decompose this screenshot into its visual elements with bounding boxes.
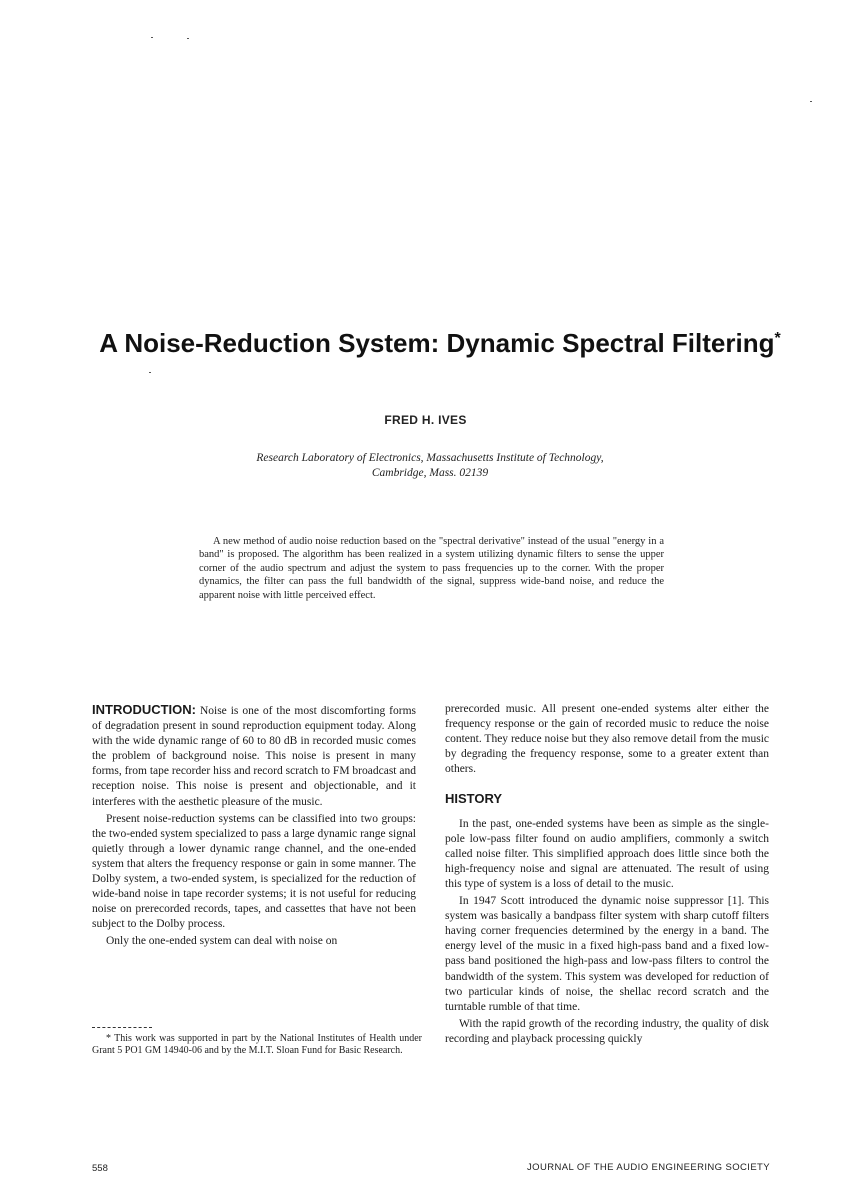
classification-paragraph: Present noise-reduction systems can be classified into two groups: the two-ended system specialized to pass a large dynamic range signal quietly through a lower dynamic range channel, and the one-ended system that alters the frequency response or gain in some manner. The Dolby system, a two-ended system, is specialized for the reduction of wide-band noise in tape recorder systems; it is not useful for reducing noise on prerecorded records, tapes, and cassettes that have not been subject to the Dolby process. — [92, 812, 416, 931]
affiliation — [120, 451, 740, 481]
scan-speck — [151, 37, 153, 38]
history-paragraph-3: With the rapid growth of the recording industry, the quality of disk recording and playback processing quickly — [445, 1017, 769, 1045]
footnote — [92, 1033, 422, 1056]
affiliation-line-2: Cambridge, Mass. 02139 — [371, 467, 489, 479]
left-column — [92, 702, 416, 950]
journal-name: JOURNAL OF THE AUDIO ENGINEERING SOCIETY — [527, 1162, 770, 1173]
abstract: A new method of audio noise reduction based on the "spectral derivative" instead of the usual "energy in a band" is proposed. The algorithm has been realized in a system utilizing dynamic filters to sense the upper corner of the audio spectrum and adjust the system to pass frequencies up to the corner. With the proper dynamics, the filter can pass the full bandwidth of the signal, suppress wide-band noise, and reduce the apparent noise with little perceived effect. — [199, 536, 664, 601]
continuation-paragraph: prerecorded music. All present one-ended systems alter either the frequency response or the gain of recorded music to reduce the noise content. They reduce noise but they also remove detail from the music by degrading the frequency response, some to a greater extent than others. — [445, 703, 769, 776]
history-heading: HISTORY — [445, 791, 503, 807]
scan-speck — [810, 101, 812, 102]
footnote-divider — [92, 1027, 152, 1028]
introduction-heading: INTRODUCTION: — [92, 702, 196, 717]
scan-speck — [187, 38, 189, 39]
history-paragraph-1: In the past, one-ended systems have been as simple as the single-pole low-pass filter found on audio amplifiers, commonly a switch called noise filter. This simplified approach does little since both the high-frequency noise and signal are attenuated. The result of using this type of system is a loss of detail to the music. — [445, 817, 769, 890]
history-paragraph-2: In 1947 Scott introduced the dynamic noise suppressor [1]. This system was basically a bandpass filter system with sharp cutoff filters having corner frequencies determined by the energy in a band. The energy level of the music in a fixed high-pass band and a fixed low-pass band positioned the high-pass and low-pass filters to control the bandwidth of the system. This system was developed for reduction of two particular kinds of noise, the shellac record scratch and the turntable rumble of that time. — [445, 895, 769, 1013]
one-ended-paragraph: Only the one-ended system can deal with noise on — [106, 935, 338, 948]
title-footnote-mark: * — [774, 330, 781, 347]
page-number: 558 — [92, 1163, 108, 1174]
scan-speck — [149, 372, 151, 373]
affiliation-line-1: Research Laboratory of Electronics, Massachusetts Institute of Technology, — [256, 452, 604, 464]
article-title — [60, 328, 820, 359]
introduction-text: Noise is one of the most discomforting forms of degradation present in sound reproduction equipment today. Along with the wide dynamic range of 60 to 80 dB in recorded music comes the problem of background noise. This noise is present in many forms, from tape recorder hiss and record scratch to FM broadcast and reception noise. This noise is present and objectionable, and it interferes with the aesthetic pleasure of the music. — [92, 705, 416, 808]
footnote-text: * This work was supported in part by the National Institutes of Health under Grant 5 PO1 GM 14940-06 and by the M.I.T. Sloan Fund for Basic Research. — [92, 1033, 422, 1056]
right-column — [445, 702, 769, 1047]
article-title-text: A Noise-Reduction System: Dynamic Spectral Filtering — [99, 328, 775, 358]
introduction-paragraph — [92, 702, 416, 810]
author-name: FRED H. IVES — [384, 413, 467, 427]
